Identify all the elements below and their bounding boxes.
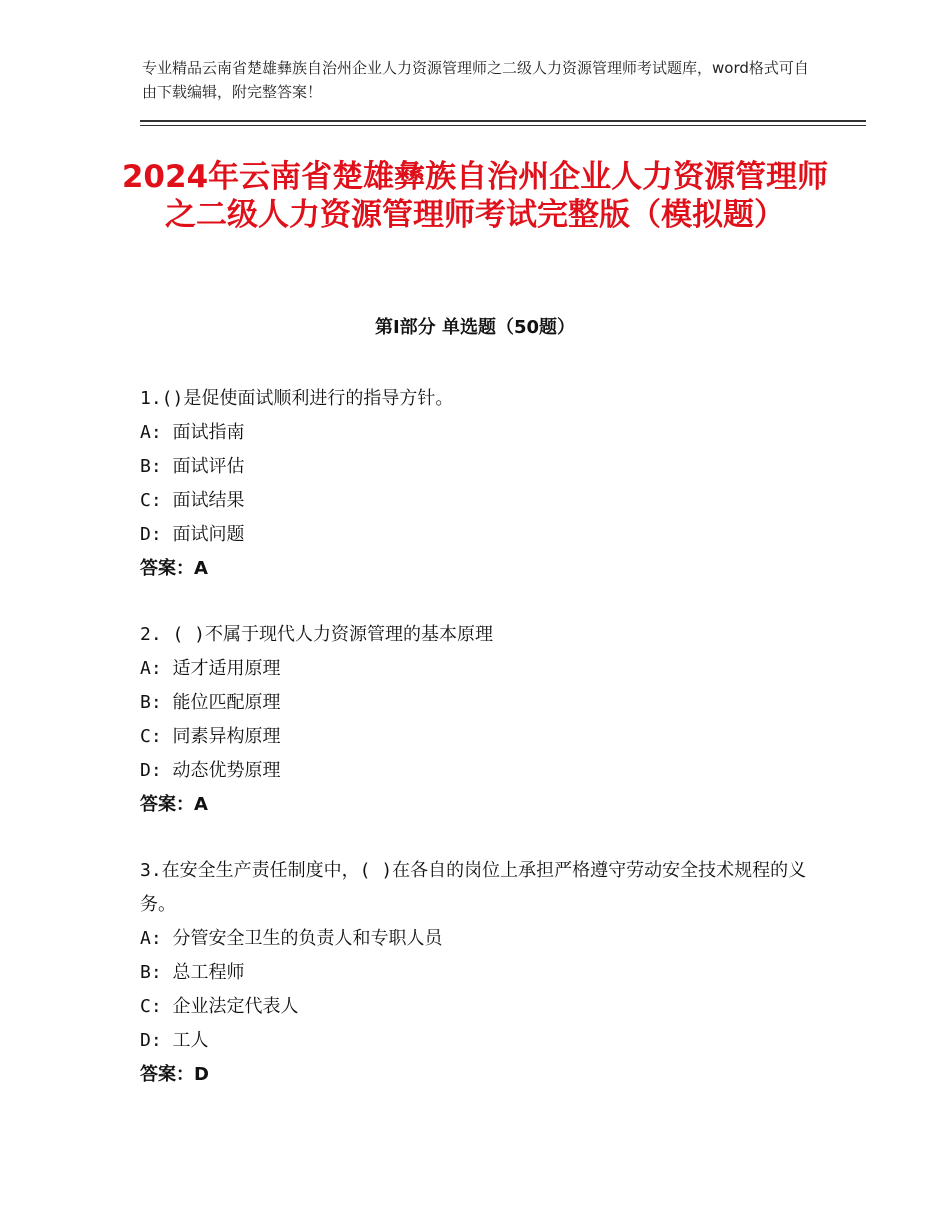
option-a: A: 面试指南 (140, 422, 245, 443)
option-b: B: 总工程师 (140, 962, 245, 983)
question-3 (140, 854, 820, 1092)
document-title: 2024年云南省楚雄彝族自治州企业人力资源管理师之二级人力资源管理师考试完整版（模拟题） (121, 159, 829, 233)
question-stem: 1.()是促使面试顺利进行的指导方针。 (140, 388, 454, 409)
option-c: C: 同素异构原理 (140, 726, 281, 747)
option-d: D: 工人 (140, 1030, 209, 1051)
option-c: C: 面试结果 (140, 490, 245, 511)
answer-value: D (194, 1064, 209, 1085)
answer-value: A (194, 558, 208, 579)
option-a: A: 分管安全卫生的负责人和专职人员 (140, 928, 443, 949)
question-2 (140, 618, 820, 822)
option-a: A: 适才适用原理 (140, 658, 281, 679)
question-1 (140, 382, 820, 586)
question-stem: 2. ( )不属于现代人力资源管理的基本原理 (140, 624, 494, 645)
header-rule-thin (140, 125, 866, 126)
answer-value: A (194, 794, 208, 815)
header-rule-thick (140, 120, 866, 122)
option-c: C: 企业法定代表人 (140, 996, 299, 1017)
header-note: 专业精品云南省楚雄彝族自治州企业人力资源管理师之二级人力资源管理师考试题库，word格式可自由下载编辑，附完整答案！ (142, 59, 809, 101)
answer-line (140, 788, 820, 822)
answer-label: 答案： (140, 794, 194, 815)
option-b: B: 面试评估 (140, 456, 245, 477)
question-stem: 3.在安全生产责任制度中，( )在各自的岗位上承担严格遵守劳动安全技术规程的义务。 (140, 860, 807, 915)
answer-label: 答案： (140, 1064, 194, 1085)
option-d: D: 动态优势原理 (140, 760, 281, 781)
option-d: D: 面试问题 (140, 524, 245, 545)
answer-label: 答案： (140, 558, 194, 579)
section-heading: 第Ⅰ部分 单选题（50题） (374, 317, 575, 338)
answer-line (140, 552, 820, 586)
answer-line (140, 1058, 820, 1092)
question-list (140, 382, 820, 1124)
option-b: B: 能位匹配原理 (140, 692, 281, 713)
